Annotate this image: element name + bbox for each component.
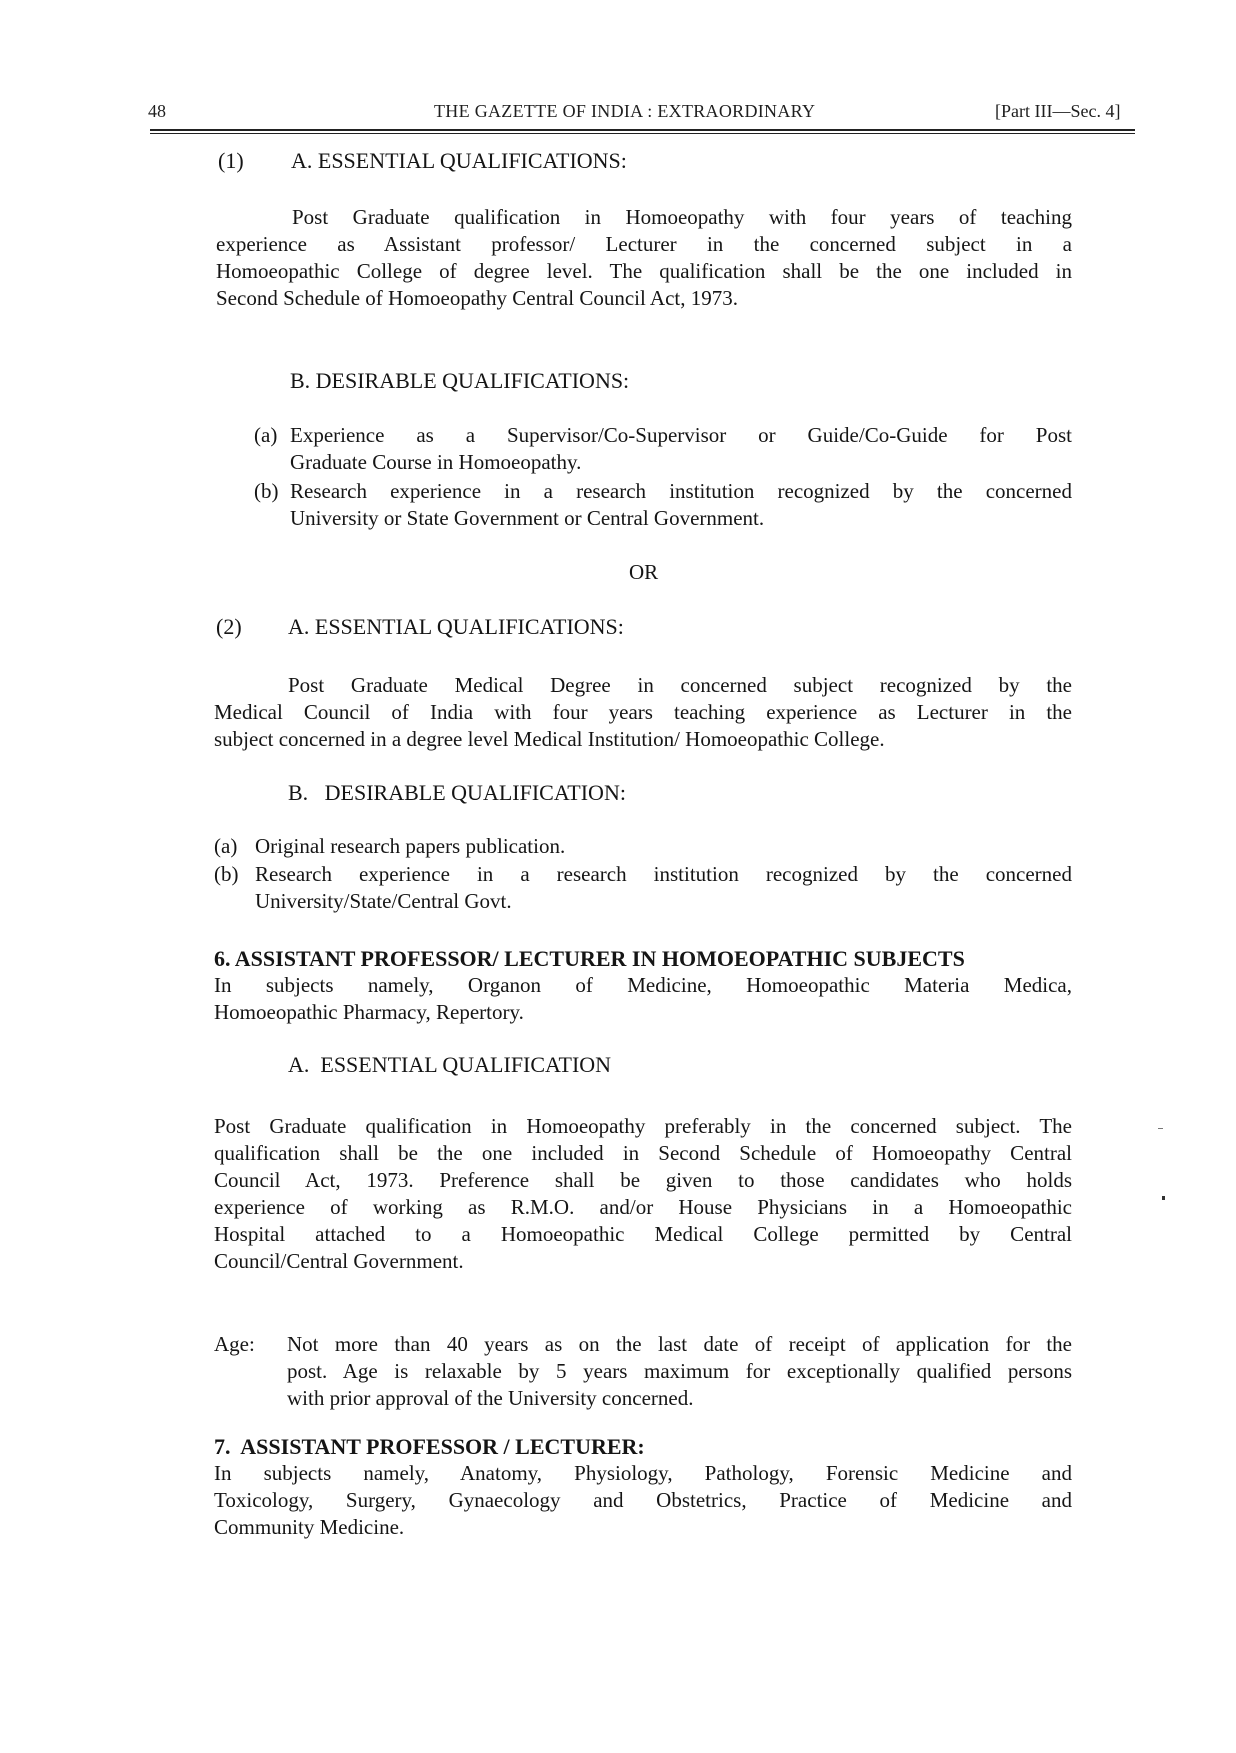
text-line: In subjects namely, Anatomy, Physiology, Pathology, Forensic Medicine and: [214, 1461, 1072, 1485]
text-line: Council Act, 1973. Preference shall be given to those candidates who holds: [214, 1168, 1072, 1192]
text-line: University or State Government or Central Government.: [290, 506, 765, 530]
text-line: with prior approval of the University concerned.: [287, 1386, 694, 1410]
text-line: Post Graduate qualification in Homoeopathy preferably in the concerned subject. The: [214, 1114, 1072, 1138]
item-label: (a): [254, 423, 278, 447]
text-line: Graduate Course in Homoeopathy.: [290, 450, 582, 474]
text-line: Council/Central Government.: [214, 1249, 464, 1273]
text-line: Homoeopathic College of degree level. The qualification shall be the one included in: [216, 259, 1072, 283]
text-line: Community Medicine.: [214, 1515, 405, 1539]
text-line: Post Graduate Medical Degree in concerned subject recognized by the: [288, 673, 1072, 697]
text-line: Experience as a Supervisor/Co-Supervisor or Guide/Co-Guide for Post: [290, 423, 1072, 447]
text-line: Research experience in a research institution recognized by the concerned: [290, 479, 1072, 503]
option1-desirable-item-b: [254, 478, 1072, 538]
text-line: experience of working as R.M.O. and/or House Physicians in a Homoeopathic: [214, 1195, 1072, 1219]
text-line: In subjects namely, Organon of Medicine, Homoeopathic Materia Medica,: [214, 973, 1072, 997]
text-line: Original research papers publication.: [255, 834, 566, 858]
text-line: Second Schedule of Homoeopathy Central Council Act, 1973.: [216, 286, 738, 310]
text-line: Hospital attached to a Homoeopathic Medical College permitted by Central: [214, 1222, 1072, 1246]
section6-essential-heading: A. ESSENTIAL QUALIFICATION: [288, 1052, 612, 1077]
text-line: qualification shall be the one included in Second Schedule of Homoeopathy Central: [214, 1141, 1072, 1165]
section7-subjects: [214, 1460, 1072, 1541]
option2-desirable-item-b: [214, 861, 1072, 921]
option2-number: (2): [216, 614, 242, 639]
scan-speck: [1158, 1128, 1163, 1129]
text-line: Toxicology, Surgery, Gynaecology and Obstetrics, Practice of Medicine and: [214, 1488, 1072, 1512]
option1-essential-heading: A. ESSENTIAL QUALIFICATIONS:: [291, 148, 627, 173]
text-line: Not more than 40 years as on the last date of receipt of application for the: [287, 1332, 1072, 1356]
part-section: [Part III—Sec. 4]: [995, 101, 1121, 121]
option1-desirable-item-a: [254, 422, 1072, 482]
option2-essential-text: [214, 672, 1072, 753]
text-line: Research experience in a research institution recognized by the concerned: [255, 862, 1072, 886]
option2-desirable-heading: B. DESIRABLE QUALIFICATION:: [288, 780, 626, 805]
section6-essential-text: [214, 1113, 1072, 1275]
option1-essential-text: [216, 204, 1072, 312]
text-line: experience as Assistant professor/ Lecturer in the concerned subject in a: [216, 232, 1072, 256]
text-line: subject concerned in a degree level Medical Institution/ Homoeopathic College.: [214, 727, 885, 751]
option1-number: (1): [218, 148, 244, 173]
item-label: (b): [214, 862, 239, 886]
text-line: Homoeopathic Pharmacy, Repertory.: [214, 1000, 524, 1024]
option2-essential-heading: A. ESSENTIAL QUALIFICATIONS:: [288, 614, 624, 639]
section7-heading: 7. ASSISTANT PROFESSOR / LECTURER:: [214, 1434, 645, 1459]
section6-age: [214, 1331, 1072, 1421]
option2-desirable-item-a: [214, 833, 1072, 863]
header-rule: [150, 129, 1135, 131]
item-label: (b): [254, 479, 279, 503]
page-number: 48: [148, 101, 166, 121]
text-line: Post Graduate qualification in Homoeopathy with four years of teaching: [292, 205, 1072, 229]
header-rule-thin: [150, 133, 1135, 134]
gazette-title: THE GAZETTE OF INDIA : EXTRAORDINARY: [434, 101, 816, 121]
scan-speck: [1162, 1196, 1165, 1200]
age-label: Age:: [214, 1332, 255, 1356]
section6-heading: 6. ASSISTANT PROFESSOR/ LECTURER IN HOMOEOPATHIC SUBJECTS: [214, 946, 965, 971]
item-label: (a): [214, 834, 238, 858]
option1-desirable-heading: B. DESIRABLE QUALIFICATIONS:: [290, 368, 630, 393]
section6-subjects: [214, 972, 1072, 1026]
text-line: post. Age is relaxable by 5 years maximum for exceptionally qualified persons: [287, 1359, 1072, 1383]
text-line: Medical Council of India with four years teaching experience as Lecturer in the: [214, 700, 1072, 724]
or-separator: OR: [629, 560, 659, 584]
text-line: University/State/Central Govt.: [255, 889, 512, 913]
